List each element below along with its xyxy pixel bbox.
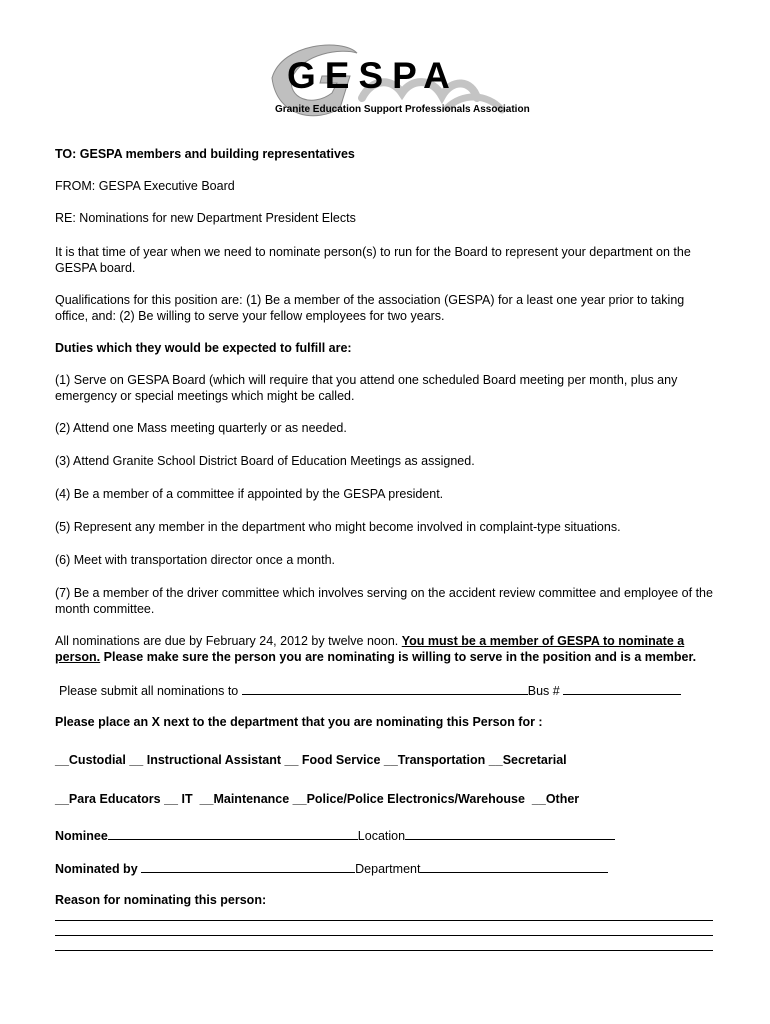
department-instruction: Please place an X next to the department that you are nominating this Person for : bbox=[55, 715, 543, 729]
deadline-paragraph bbox=[55, 634, 720, 665]
department-checkbox-secretarial[interactable]: __Secretarial bbox=[488, 753, 567, 767]
bus-number-field[interactable] bbox=[563, 682, 681, 695]
nominated-by-row bbox=[55, 860, 608, 876]
reason-line[interactable] bbox=[55, 950, 713, 951]
nominated-by-field[interactable] bbox=[141, 860, 355, 873]
location-label: Location bbox=[357, 829, 406, 843]
duty-item: (2) Attend one Mass meeting quarterly or as needed. bbox=[55, 421, 347, 435]
department-checkbox-transportation[interactable]: __Transportation bbox=[383, 753, 486, 767]
duty-item: (4) Be a member of a committee if appointed by the GESPA president. bbox=[55, 487, 444, 501]
nominee-field[interactable] bbox=[108, 827, 358, 840]
memo-intro: It is that time of year when we need to nominate person(s) to run for the Board to represent your department on the GESPA board. bbox=[55, 245, 691, 275]
duties-heading: Duties which they would be expected to fulfill are: bbox=[55, 341, 352, 355]
department-checkbox-food-service[interactable]: __ Food Service bbox=[284, 753, 381, 767]
willingness-note: Please make sure the person you are nominating is willing to serve in the position and is a member. bbox=[100, 649, 697, 664]
duty-item: (1) Serve on GESPA Board (which will require that you attend one scheduled Board meeting per month, plus any emergency or special meetings which might be called. bbox=[55, 373, 678, 403]
memo-re: RE: Nominations for new Department President Elects bbox=[55, 211, 356, 225]
submit-label: Please submit all nominations to bbox=[59, 684, 239, 698]
department-row-2 bbox=[55, 792, 579, 806]
submit-row bbox=[59, 682, 681, 698]
department-checkbox-instructional-assistant[interactable]: __ Instructional Assistant bbox=[129, 753, 282, 767]
reason-line[interactable] bbox=[55, 920, 713, 921]
nominated-by-label: Nominated by bbox=[55, 862, 138, 876]
duty-item: (5) Represent any member in the department who might become involved in complaint-type situations. bbox=[55, 520, 621, 534]
bus-label: Bus # bbox=[527, 684, 560, 698]
reason-line[interactable] bbox=[55, 935, 713, 936]
duty-item: (7) Be a member of the driver committee which involves serving on the accident review committee and employee of the month committee. bbox=[55, 586, 713, 616]
department-row-1 bbox=[55, 753, 567, 767]
memo-to: TO: GESPA members and building representatives bbox=[55, 147, 355, 161]
membership-requirement: You must be a member of GESPA to nominate a person. bbox=[55, 634, 685, 664]
submit-to-field[interactable] bbox=[242, 682, 528, 695]
memo-from: FROM: GESPA Executive Board bbox=[55, 179, 235, 193]
location-field[interactable] bbox=[405, 827, 615, 840]
department-field[interactable] bbox=[420, 860, 608, 873]
logo-full-name: Granite Education Support Professionals Association bbox=[275, 104, 530, 115]
deadline-text: All nominations are due by February 24, 2012 by twelve noon. bbox=[55, 634, 402, 648]
nominee-label: Nominee bbox=[55, 829, 108, 843]
reason-label: Reason for nominating this person: bbox=[55, 893, 267, 907]
department-label: Department bbox=[355, 862, 421, 876]
department-checkbox-maintenance[interactable]: __Maintenance bbox=[199, 792, 290, 806]
department-checkbox-other[interactable]: __Other bbox=[531, 792, 580, 806]
memo-qualifications: Qualifications for this position are: (1) Be a member of the association (GESPA) for a least one year prior to taking office, and: (2) Be willing to serve your fellow employees for two years. bbox=[55, 293, 685, 323]
logo-acronym: GESPA bbox=[287, 55, 459, 96]
duty-item: (3) Attend Granite School District Board of Education Meetings as assigned. bbox=[55, 454, 475, 468]
department-checkbox-police[interactable]: __Police/Police Electronics/Warehouse bbox=[292, 792, 525, 806]
department-checkbox-it[interactable]: __ IT bbox=[164, 792, 193, 806]
department-checkbox-para-educators[interactable]: __Para Educators bbox=[55, 792, 161, 806]
department-checkbox-custodial[interactable]: __Custodial bbox=[55, 753, 126, 767]
nominee-row bbox=[55, 827, 615, 843]
duty-item: (6) Meet with transportation director once a month. bbox=[55, 553, 335, 567]
